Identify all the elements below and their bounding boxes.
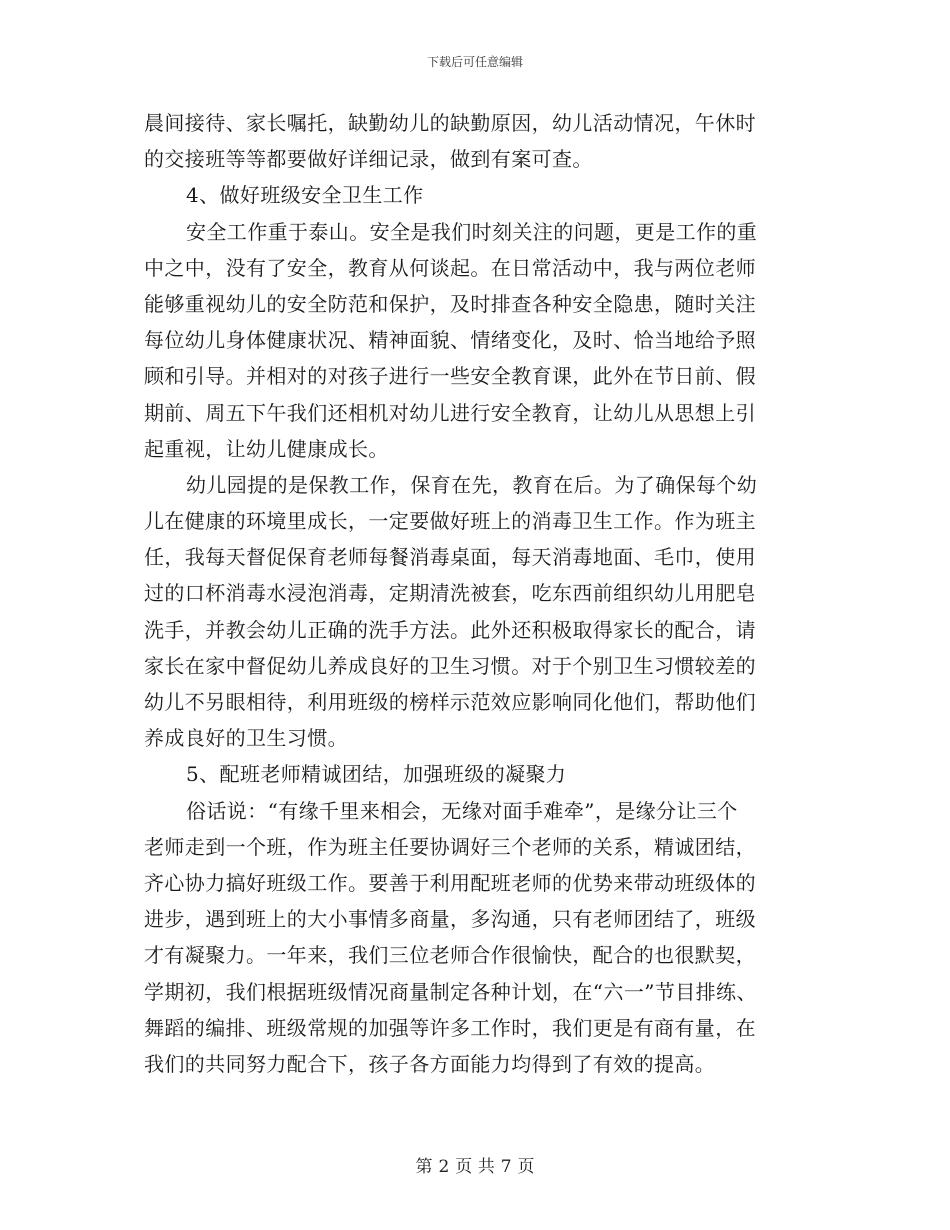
text-line: 俗话说：“有缘千里来相会，无缘对面手难牵”，是缘分让三个	[186, 798, 738, 823]
text-line: 顾和引导。并相对的对孩子进行一些安全教育课，此外在节日前、假	[144, 364, 756, 389]
text-line: 期前、周五下午我们还相机对幼儿进行安全教育，让幼儿从思想上引	[144, 400, 756, 425]
footer-suffix: 页	[517, 1157, 535, 1177]
text-line: 才有凝聚力。一年来，我们三位老师合作很愉快，配合的也很默契，	[144, 943, 756, 968]
text-line: 老师走到一个班，作为班主任要协调好三个老师的关系，精诚团结，	[144, 834, 756, 859]
text-line: 洗手，并教会幼儿正确的洗手方法。此外还积极取得家长的配合，请	[144, 617, 756, 642]
body-text	[144, 105, 816, 1082]
text-line: 进步，遇到班上的大小事情多商量，多沟通，只有老师团结了，班级	[144, 907, 756, 932]
text-line: 中之中，没有了安全，教育从何谈起。在日常活动中，我与两位老师	[144, 255, 756, 280]
text-line: 起重视，让幼儿健康成长。	[144, 436, 389, 461]
text-line: 幼儿不另眼相待，利用班级的榜样示范效应影响同化他们，帮助他们	[144, 690, 756, 714]
text-line: 齐心协力搞好班级工作。要善于利用配班老师的优势来带动班级体的	[144, 870, 756, 895]
text-line: 养成良好的卫生习惯。	[144, 726, 348, 751]
page-footer	[0, 1152, 950, 1177]
text-line: 每位幼儿身体健康状况、精神面貌、情绪变化，及时、恰当地给予照	[144, 328, 756, 353]
text-line: 幼儿园提的是保教工作，保育在先，教育在后。为了确保每个幼	[186, 472, 758, 497]
text-line: 的交接班等等都要做好详细记录，做到有案可查。	[144, 147, 593, 172]
text-line: 晨间接待、家长嘱托，缺勤幼儿的缺勤原因，幼儿活动情况，午休时	[144, 111, 756, 135]
text-line: 我们的共同努力配合下，孩子各方面能力均得到了有效的提高。	[144, 1051, 716, 1076]
header-note: 下载后可任意编辑	[426, 55, 523, 69]
text-line: 过的口杯消毒水浸泡消毒，定期清洗被套，吃东西前组织幼儿用肥皂	[144, 581, 756, 606]
text-line: 4、做好班级安全卫生工作	[186, 183, 424, 208]
footer-total-pages: 7	[500, 1157, 512, 1177]
footer-prefix: 第	[415, 1157, 433, 1177]
footer-page-number: 2	[438, 1157, 450, 1177]
footer-mid: 页 共	[455, 1157, 495, 1177]
text-line: 安全工作重于泰山。安全是我们时刻关注的问题，更是工作的重	[186, 219, 758, 244]
text-line: 任，我每天督促保育老师每餐消毒桌面，每天消毒地面、毛巾，使用	[144, 545, 756, 570]
text-line: 能够重视幼儿的安全防范和保护，及时排查各种安全隐患，随时关注	[144, 291, 756, 316]
text-line: 学期初，我们根据班级情况商量制定各种计划，在“六一”节目排练、	[144, 979, 757, 1004]
text-line: 儿在健康的环境里成长，一定要做好班上的消毒卫生工作。作为班主	[144, 509, 756, 534]
text-line: 5、配班老师精诚团结，加强班级的凝聚力	[186, 762, 567, 787]
text-line: 家长在家中督促幼儿养成良好的卫生习惯。对于个别卫生习惯较差的	[144, 653, 756, 678]
text-line: 舞蹈的编排、班级常规的加强等许多工作时，我们更是有商有量，在	[144, 1015, 756, 1040]
